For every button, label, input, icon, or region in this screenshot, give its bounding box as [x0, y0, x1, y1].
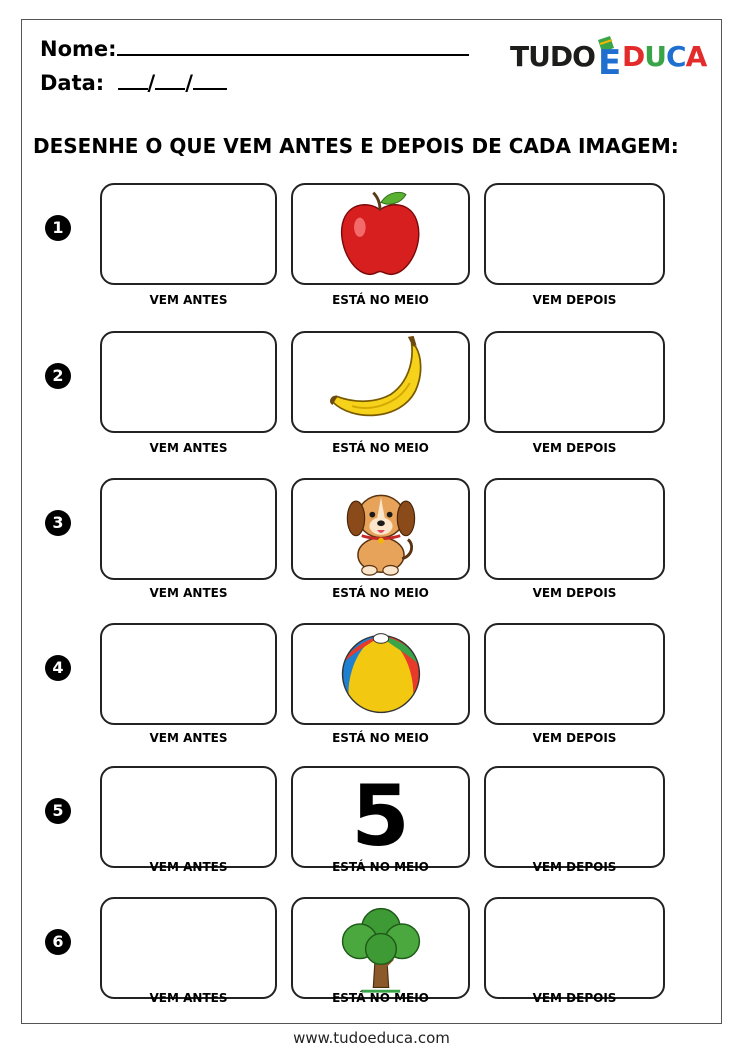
beach-ball-icon: [293, 625, 468, 723]
label-after: VEM DEPOIS: [532, 860, 617, 874]
label-before: VEM ANTES: [149, 731, 228, 745]
label-after: VEM DEPOIS: [532, 441, 617, 455]
date-year-blank[interactable]: [193, 70, 227, 90]
logo-part3: DUCA: [622, 40, 707, 73]
row-number-badge: 2: [45, 363, 71, 389]
puppy-icon: [293, 480, 468, 578]
label-after: VEM DEPOIS: [532, 991, 617, 1005]
row-number-badge: 5: [45, 798, 71, 824]
label-before: VEM ANTES: [149, 293, 228, 307]
before-drawing-box[interactable]: [100, 183, 277, 285]
tree-icon: [293, 899, 468, 997]
date-label: Data:: [40, 71, 105, 95]
label-before: VEM ANTES: [149, 860, 228, 874]
before-drawing-box[interactable]: [100, 478, 277, 580]
label-middle: ESTÁ NO MEIO: [332, 586, 429, 600]
middle-image-box: [291, 766, 470, 868]
tudoeduca-logo: [510, 34, 720, 82]
after-drawing-box[interactable]: [484, 478, 665, 580]
label-after: VEM DEPOIS: [532, 293, 617, 307]
label-after: VEM DEPOIS: [532, 586, 617, 600]
date-month-blank[interactable]: [155, 70, 185, 90]
after-drawing-box[interactable]: [484, 897, 665, 999]
banana-icon: [293, 333, 468, 431]
date-separator: /: [185, 71, 193, 95]
name-line: [40, 36, 469, 61]
label-before: VEM ANTES: [149, 991, 228, 1005]
middle-image-box: [291, 897, 470, 999]
middle-image-box: [291, 478, 470, 580]
middle-image-box: [291, 331, 470, 433]
footer-url[interactable]: www.tudoeduca.com: [293, 1029, 450, 1047]
logo-part1: TUDO: [510, 40, 595, 73]
label-middle: ESTÁ NO MEIO: [332, 860, 429, 874]
after-drawing-box[interactable]: [484, 623, 665, 725]
before-drawing-box[interactable]: [100, 766, 277, 868]
middle-image-box: [291, 623, 470, 725]
before-drawing-box[interactable]: [100, 897, 277, 999]
date-day-blank[interactable]: [118, 70, 148, 90]
label-before: VEM ANTES: [149, 441, 228, 455]
label-after: VEM DEPOIS: [532, 731, 617, 745]
number-five-text: 5: [351, 767, 410, 865]
date-separator: /: [147, 71, 156, 95]
after-drawing-box[interactable]: [484, 766, 665, 868]
logo-graphic: [510, 34, 720, 82]
name-blank[interactable]: [117, 36, 469, 56]
name-label: Nome:: [40, 37, 117, 61]
instruction-text: DESENHE O QUE VEM ANTES E DEPOIS DE CADA IMAGEM:: [33, 134, 679, 158]
before-drawing-box[interactable]: [100, 623, 277, 725]
row-number-badge: 3: [45, 510, 71, 536]
label-middle: ESTÁ NO MEIO: [332, 293, 429, 307]
label-middle: ESTÁ NO MEIO: [332, 441, 429, 455]
label-middle: ESTÁ NO MEIO: [332, 731, 429, 745]
label-middle: ESTÁ NO MEIO: [332, 991, 429, 1005]
logo-part2: E: [598, 43, 622, 82]
middle-image-box: [291, 183, 470, 285]
before-drawing-box[interactable]: [100, 331, 277, 433]
row-number-badge: 4: [45, 655, 71, 681]
row-number-badge: 1: [45, 215, 71, 241]
row-number-badge: 6: [45, 929, 71, 955]
date-line: [40, 70, 227, 95]
apple-icon: [293, 185, 468, 283]
label-before: VEM ANTES: [149, 586, 228, 600]
after-drawing-box[interactable]: [484, 331, 665, 433]
after-drawing-box[interactable]: [484, 183, 665, 285]
